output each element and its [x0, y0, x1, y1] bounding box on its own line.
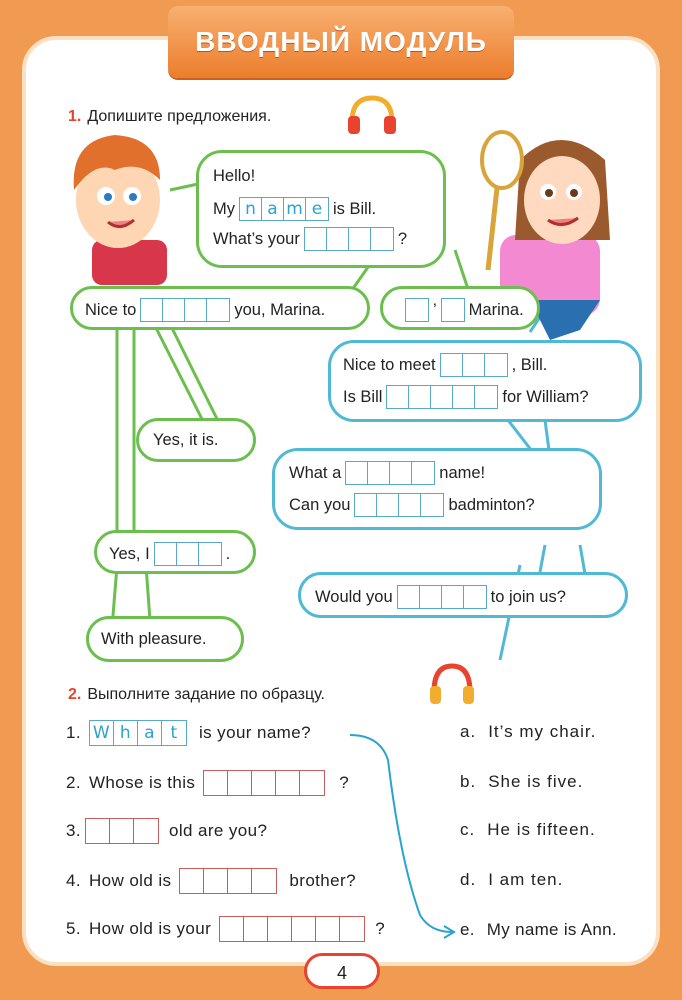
question-number: 2. — [66, 773, 81, 792]
question-text: is your name? — [198, 723, 311, 742]
headphones-icon — [430, 666, 474, 704]
module-title: ВВОДНЫЙ МОДУЛЬ — [195, 26, 487, 57]
bubble-marina — [380, 286, 540, 330]
letter-box[interactable]: e — [311, 199, 323, 219]
question-mark: ? — [339, 773, 350, 792]
answer-boxes[interactable] — [440, 353, 508, 377]
question-2 — [66, 770, 349, 796]
nice-to-text: Nice to — [85, 300, 137, 319]
page-number: 4 — [304, 953, 380, 989]
answer-letter: e. — [460, 920, 475, 939]
can-you-text: Can you — [289, 495, 351, 514]
headphones-icon — [348, 98, 396, 134]
is-bill-text: Is Bill — [343, 387, 383, 406]
question-text: How old is — [88, 871, 172, 890]
answer-boxes-what[interactable] — [89, 720, 187, 746]
bubble-yes-it-is — [136, 418, 256, 462]
question-number: 4. — [66, 871, 81, 890]
answer-boxes[interactable] — [405, 298, 429, 322]
answer-boxes[interactable] — [441, 298, 465, 322]
answer-text: I am ten. — [488, 870, 564, 889]
answer-boxes[interactable] — [179, 868, 277, 894]
would-you-text: Would you — [315, 587, 393, 606]
answer-boxes-name[interactable] — [239, 197, 329, 221]
bill-is-bill: is Bill. — [333, 199, 377, 218]
question-text: How old is your — [88, 919, 212, 938]
question-1 — [66, 720, 311, 746]
answer-boxes[interactable] — [386, 385, 498, 409]
question-mark: ? — [375, 919, 386, 938]
yes-i-text: Yes, I — [109, 544, 150, 563]
question-text: Whose is this — [88, 773, 196, 792]
with-pleasure-text: With pleasure. — [101, 630, 207, 648]
bill-question-mark: ? — [397, 229, 407, 248]
badminton-text: badminton? — [448, 495, 535, 514]
bubble-bill — [196, 150, 446, 268]
to-join-us-text: to join us? — [490, 587, 566, 606]
bubble-nice-to — [70, 286, 370, 330]
answer-b — [460, 772, 583, 792]
exercise2-heading — [68, 686, 325, 704]
answer-c — [460, 820, 596, 840]
answer-d — [460, 870, 563, 890]
letter-box[interactable]: a — [138, 721, 162, 745]
answer-boxes[interactable] — [354, 493, 444, 517]
letter-box[interactable]: n — [240, 198, 262, 220]
match-arrow — [350, 735, 454, 938]
bubble-would-you — [298, 572, 628, 618]
what-a-text: What a — [289, 463, 342, 482]
you-marina-text: you, Marina. — [234, 300, 326, 319]
question-text: old are you? — [168, 821, 268, 840]
marina-text: Marina. — [468, 300, 524, 319]
name-text: name! — [439, 463, 486, 482]
answer-text: She is five. — [488, 772, 584, 791]
answer-boxes[interactable] — [345, 461, 435, 485]
answer-letter: a. — [460, 722, 477, 741]
question-3 — [66, 818, 267, 844]
bill-line3 — [213, 227, 407, 251]
answer-letter: b. — [460, 772, 477, 791]
nice-to-meet-text: Nice to meet — [343, 355, 436, 374]
exercise2-instruction: Выполните задание по образцу. — [87, 686, 325, 703]
bubble-yes-i — [94, 530, 256, 574]
answer-letter: c. — [460, 820, 476, 839]
exercise1-heading — [68, 108, 271, 126]
answer-boxes[interactable] — [219, 916, 365, 942]
letter-box[interactable]: W — [90, 721, 114, 745]
bill-whats-your: What’s your — [213, 229, 300, 248]
answer-text: It’s my chair. — [488, 722, 597, 741]
bill-hello: Hello! — [213, 167, 256, 185]
for-william-text: for William? — [502, 387, 589, 406]
letter-box[interactable]: h — [114, 721, 138, 745]
question-text: brother? — [289, 871, 356, 890]
question-number: 5. — [66, 919, 81, 938]
answer-boxes[interactable] — [304, 227, 394, 251]
bubble-with-pleasure — [86, 616, 244, 662]
exercise1-instruction: Допишите предложения. — [87, 108, 272, 125]
question-4 — [66, 868, 356, 894]
answer-a — [460, 722, 596, 742]
question-number: 3. — [66, 821, 81, 840]
letter-box[interactable]: m — [284, 198, 306, 220]
bill-line2 — [213, 197, 376, 221]
boy-illustration — [74, 135, 167, 285]
question-number: 1. — [66, 723, 81, 742]
yes-it-is-text: Yes, it is. — [153, 431, 219, 449]
answer-boxes[interactable] — [397, 585, 487, 609]
apostrophe: ’ — [433, 300, 437, 319]
letter-box[interactable]: t — [170, 723, 178, 743]
answer-e — [460, 920, 617, 940]
period-text: . — [225, 544, 231, 563]
bubble-what-a — [272, 448, 602, 530]
answer-boxes[interactable] — [140, 298, 230, 322]
answer-text: My name is Ann. — [486, 920, 617, 939]
exercise2-number: 2. — [68, 686, 82, 703]
answer-text: He is fifteen. — [487, 820, 596, 839]
question-5 — [66, 916, 385, 942]
answer-boxes[interactable] — [203, 770, 325, 796]
answer-boxes[interactable] — [154, 542, 222, 566]
answer-boxes[interactable] — [85, 818, 159, 844]
exercise1-number: 1. — [68, 108, 82, 125]
comma-bill-text: , Bill. — [511, 355, 548, 374]
answer-letter: d. — [460, 870, 477, 889]
letter-box[interactable]: a — [262, 198, 284, 220]
bubble-nice-to-meet — [328, 340, 642, 422]
bill-my: My — [213, 199, 235, 218]
